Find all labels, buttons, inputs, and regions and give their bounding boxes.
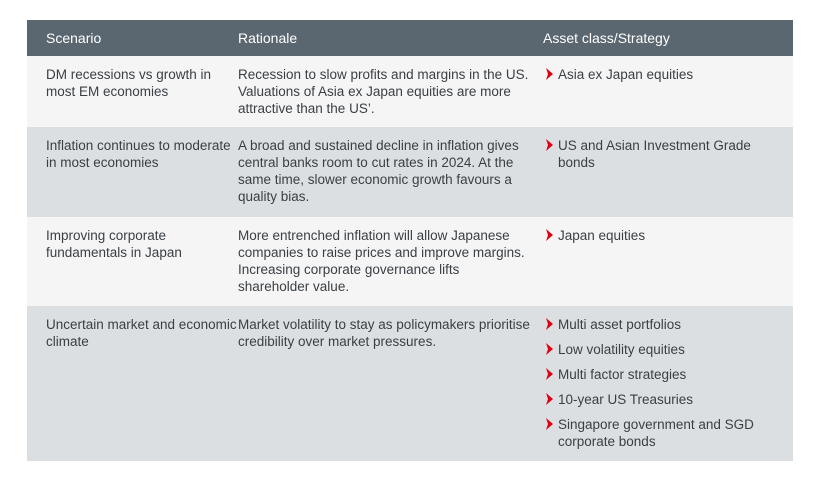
rationale-cell: More entrenched inflation will allow Japanese companies to raise prices and improve margins. Increasing corporate governance lifts shareholder value. [238, 228, 525, 294]
chevron-right-icon [545, 318, 553, 330]
list-item [543, 416, 785, 450]
table-header [27, 20, 793, 56]
table-row [27, 306, 793, 461]
asset-cell [543, 306, 793, 461]
header-scenario: Scenario [46, 30, 102, 46]
scenario-cell: Inflation continues to moderate in most economies [46, 138, 231, 170]
list-item [543, 316, 785, 333]
asset-label: Asia ex Japan equities [558, 67, 694, 82]
asset-label: Multi asset portfolios [558, 317, 682, 332]
header-asset-class: Asset class/Strategy [543, 30, 670, 46]
asset-label: US and Asian Investment Grade bonds [558, 138, 751, 170]
table-row [27, 127, 793, 217]
scenario-table [27, 20, 793, 461]
rationale-cell: Market volatility to stay as policymakers prioritise credibility over market pressures. [238, 317, 530, 349]
rationale-cell: A broad and sustained decline in inflation gives central banks room to cut rates in 2024. At the same time, slower economic growth favours a quality bias. [238, 138, 519, 204]
table-row [27, 56, 793, 127]
scenario-cell: Improving corporate fundamentals in Japan [46, 228, 182, 260]
asset-label: Singapore government and SGD corporate bonds [558, 417, 754, 449]
list-item [543, 341, 785, 358]
asset-cell [543, 56, 793, 127]
list-item [543, 137, 785, 171]
chevron-right-icon [545, 343, 553, 355]
list-item [543, 66, 785, 83]
asset-label: Japan equities [558, 228, 646, 243]
asset-label: Low volatility equities [558, 342, 685, 357]
asset-label: 10-year US Treasuries [558, 392, 694, 407]
chevron-right-icon [545, 229, 553, 241]
asset-label: Multi factor strategies [558, 367, 687, 382]
header-rationale: Rationale [238, 30, 298, 46]
chevron-right-icon [545, 368, 553, 380]
list-item [543, 391, 785, 408]
chevron-right-icon [545, 418, 553, 430]
chevron-right-icon [545, 139, 553, 151]
scenario-cell: DM recessions vs growth in most EM economies [46, 67, 212, 99]
chevron-right-icon [545, 68, 553, 80]
scenario-cell: Uncertain market and economic climate [46, 317, 237, 349]
table-row [27, 217, 793, 306]
chevron-right-icon [545, 393, 553, 405]
asset-cell [543, 127, 793, 217]
rationale-cell: Recession to slow profits and margins in the US. Valuations of Asia ex Japan equities are more attractive than the US’. [238, 67, 529, 116]
list-item [543, 366, 785, 383]
asset-cell [543, 217, 793, 306]
list-item [543, 227, 785, 244]
